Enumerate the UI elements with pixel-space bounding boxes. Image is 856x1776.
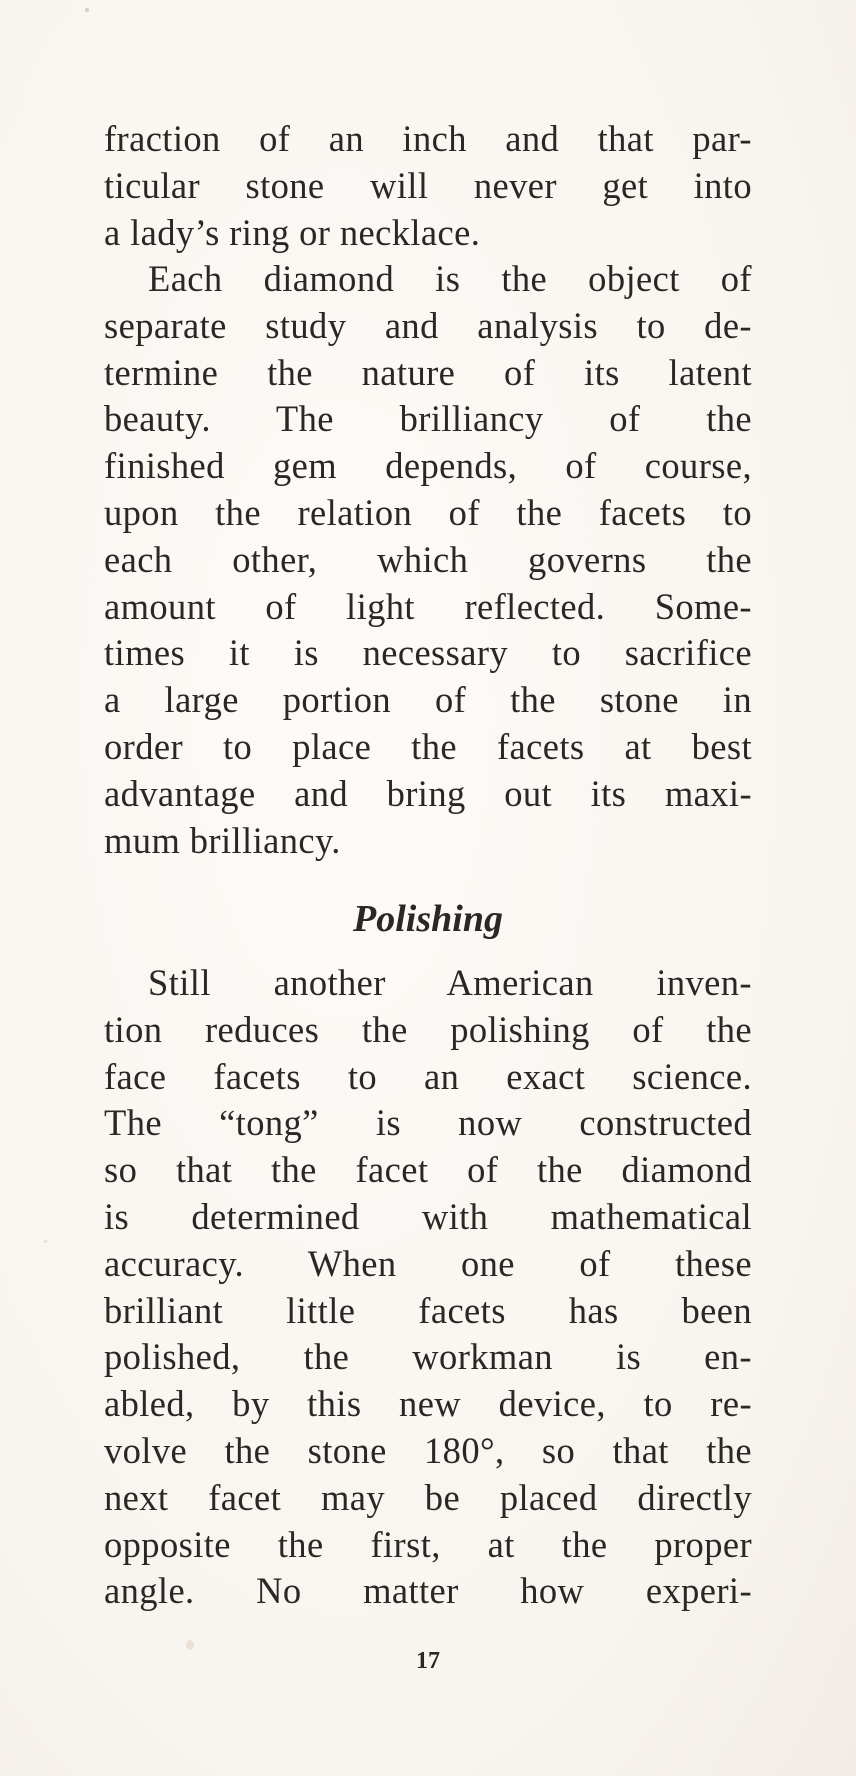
text-line: face facets to an exact science.: [104, 1055, 752, 1097]
text-line: angle. No matter how experi-: [104, 1570, 752, 1612]
text-line: opposite the first, at the proper: [104, 1523, 752, 1565]
text-line: polished, the workman is en-: [104, 1336, 752, 1378]
text-line: times it is necessary to sacrifice: [104, 632, 752, 674]
text-line: volve the stone 180°, so that the: [104, 1429, 752, 1471]
text-line: tion reduces the polishing of the: [104, 1008, 752, 1050]
text-line: separate study and analysis to de-: [104, 304, 752, 346]
text-line: accuracy. When one of these: [104, 1242, 752, 1284]
paragraph-3: [104, 960, 752, 1615]
text-line: each other, which governs the: [104, 538, 752, 580]
text-line: next facet may be placed directly: [104, 1476, 752, 1518]
text-line: Each diamond is the object of: [148, 258, 752, 299]
text-line: a large portion of the stone in: [104, 679, 752, 721]
paragraph-1: [104, 116, 752, 256]
text-line: mum brilliancy.: [104, 819, 341, 861]
text-line: termine the nature of its latent: [104, 351, 752, 393]
text-line: upon the relation of the facets to: [104, 491, 752, 533]
text-line: advantage and bring out its maxi-: [104, 772, 752, 814]
text-line: Still another American inven-: [148, 962, 752, 1003]
text-line: so that the facet of the diamond: [104, 1149, 752, 1191]
paragraph-2: [104, 256, 752, 864]
text-line: amount of light reflected. Some-: [104, 585, 752, 627]
paper-speck: [85, 8, 89, 12]
text-line: The “tong” is now constructed: [104, 1102, 752, 1144]
text-line: brilliant little facets has been: [104, 1289, 752, 1331]
text-line: beauty. The brilliancy of the: [104, 398, 752, 440]
page-number: 17: [416, 1648, 440, 1674]
text-line: ticular stone will never get into: [104, 164, 752, 206]
text-line: a lady’s ring or necklace.: [104, 211, 481, 253]
paper-speck: [44, 1240, 47, 1243]
text-line: is determined with mathematical: [104, 1195, 752, 1237]
text-line: order to place the facets at best: [104, 725, 752, 767]
text-line: fraction of an inch and that par-: [104, 118, 752, 159]
text-line: abled, by this new device, to re-: [104, 1383, 752, 1425]
section-heading: Polishing: [353, 898, 503, 940]
text-line: finished gem depends, of course,: [104, 445, 752, 487]
